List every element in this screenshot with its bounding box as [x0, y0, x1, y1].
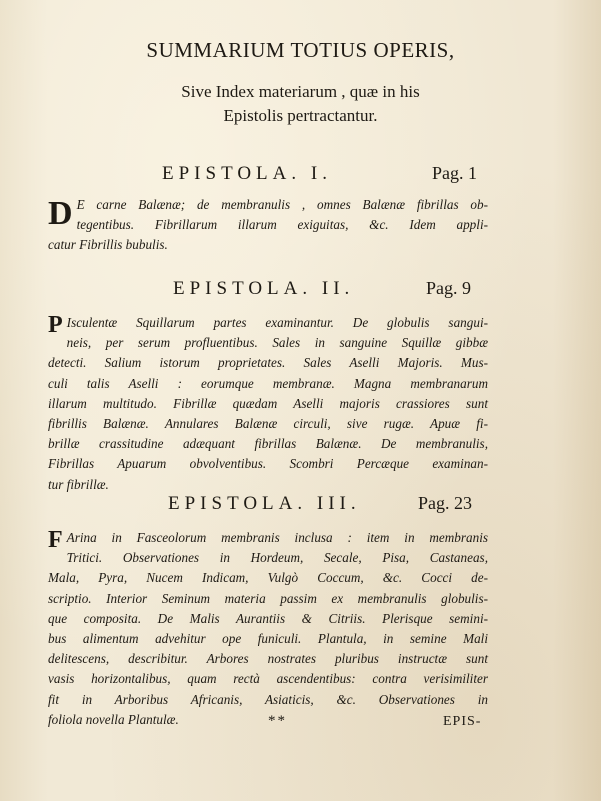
summary-line: Arina in Fasceolorum membranis inclusa : item in membranis [66, 530, 488, 545]
subtitle-line-2: Epistolis pertractantur. [223, 106, 378, 125]
epistola-1-heading: EPISTOLA. I. [162, 163, 332, 184]
summary-line: vasis horizontalibus, quam rectà ascendentibus: contra verisimiliter [48, 671, 488, 687]
epistola-3-page-ref: Pag. 23 [418, 493, 472, 513]
summary-line: bus alimentum advehitur ope funiculi. Plantula, in semine Mali [48, 631, 488, 647]
summary-line: scriptio. Interior Seminum materia passim ex membranulis globulis- [48, 590, 488, 606]
summary-line: neis, per serum profluentibus. Sales in sanguine Squillæ gibbæ [66, 335, 488, 351]
summary-line: Mala, Pyra, Nucem Indicam, Vulgò Coccum, &c. Cocci de- [48, 570, 488, 586]
epistola-3-heading: EPISTOLA. III. [168, 493, 361, 514]
summary-line: Isculentæ Squillarum partes examinantur. De globulis sangui- [66, 315, 488, 330]
catchword: EPIS- [443, 714, 482, 729]
summary-line: foliola novella Plantulæ. [48, 711, 179, 727]
summary-line: fit in Arboribus Africanis, Asiaticis, &c. Observationes in [48, 691, 488, 707]
epistola-3-heading-row [0, 493, 601, 517]
summary-line: tur fibrillæ. [48, 476, 109, 492]
summary-line: E carne Balænæ; de membranulis , omnes Balænæ fibrillas ob- [76, 197, 488, 212]
epistola-1-dropcap: D [48, 195, 73, 232]
epistola-2-summary [48, 313, 488, 495]
signature-mark: ** [268, 713, 287, 729]
epistola-1-page-ref: Pag. 1 [432, 163, 477, 183]
summary-line: illarum multitudo. Fibrillæ quædam Aselli majoris crassiores sunt [48, 395, 488, 411]
subtitle-line-1: Sive Index materiarum , quæ in his [181, 82, 420, 101]
summary-line: culi talis Aselli : eorumque membranæ. Magna membranarum [48, 375, 488, 391]
summary-line: Tritici. Observationes in Hordeum, Secale, Pisa, Castaneas, [66, 550, 488, 566]
summary-line: Fibrillas Apuarum obvolventibus. Scombri Percæque examinan- [48, 456, 488, 472]
epistola-1-heading-row [0, 163, 601, 187]
epistola-1-summary [48, 195, 488, 256]
epistola-2-heading: EPISTOLA. II. [173, 278, 355, 299]
summary-line: tegentibus. Fibrillarum illarum exiguitas, &c. Idem appli- [76, 217, 488, 233]
epistola-3-summary [48, 528, 488, 730]
epistola-2-page-ref: Pag. 9 [426, 278, 471, 298]
summary-line: que composita. De Malis Aurantiis & Citriis. Plerisque semini- [48, 610, 488, 626]
page-title: SUMMARIUM TOTIUS OPERIS, [146, 38, 455, 62]
summary-line: fibrillis Balænæ. Annulares Balænæ circuli, sive rugæ. Apuæ fi- [48, 416, 488, 432]
summary-line: brillæ crassitudine adæquant fibrillas Balænæ. De membranulis, [48, 436, 488, 452]
epistola-3-dropcap: F [48, 527, 63, 553]
summary-line: delitescens, describitur. Arbores nostrates pluribus instructæ sunt [48, 651, 488, 667]
summary-line: catur Fibrillis bubulis. [48, 237, 168, 253]
summary-line: detecti. Salium istorum proprietates. Sales Aselli Majoris. Mus- [48, 355, 488, 371]
epistola-2-heading-row [0, 278, 601, 302]
epistola-2-dropcap: P [48, 312, 63, 338]
